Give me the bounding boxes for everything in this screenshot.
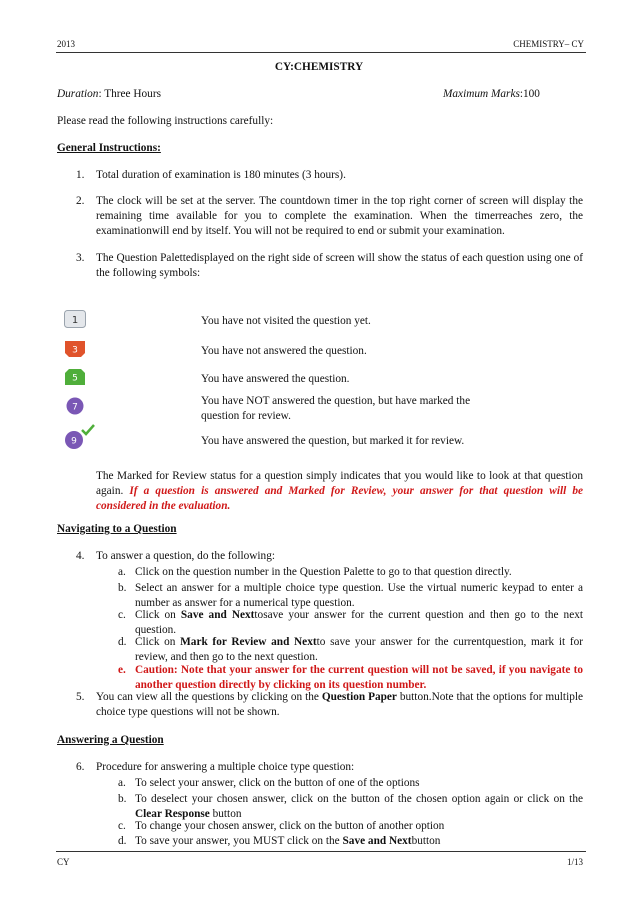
not-answered-icon bbox=[64, 340, 86, 358]
review-note-text: The Marked for Review status for a question simply indicates that you would like to look at that question again. bbox=[96, 470, 583, 497]
question-paper-term: Question Paper bbox=[321, 691, 397, 703]
duration-line bbox=[57, 87, 161, 102]
marked-review-icon bbox=[64, 397, 86, 415]
sub-c-post: tosave your answer for the current question and then go to the next question. bbox=[135, 609, 583, 636]
answered-icon bbox=[64, 368, 86, 386]
legend-marked-text: You have NOT answered the question, but have marked the question for review. bbox=[201, 395, 471, 422]
footer-code: CY bbox=[57, 857, 70, 867]
sub-d-pre: Click on bbox=[135, 636, 181, 648]
legend-not-answered-text: You have not answered the question. bbox=[201, 345, 367, 357]
ans-d-pre: To save your answer, you MUST click on the bbox=[135, 835, 343, 847]
footer-divider bbox=[56, 851, 586, 852]
ans-a-text: To select your answer, click on the button of one of the options bbox=[135, 777, 420, 789]
general-heading: General Instructions: bbox=[57, 142, 161, 154]
sub-d-text bbox=[135, 635, 583, 665]
ans-d-text bbox=[135, 834, 440, 849]
item-5-number: 5. bbox=[76, 691, 85, 703]
review-note bbox=[96, 469, 583, 514]
sub-d-marker: d. bbox=[118, 636, 127, 648]
legend-answered-text: You have answered the question. bbox=[201, 373, 350, 385]
item-6-number: 6. bbox=[76, 761, 85, 773]
item-1-text: Total duration of examination is 180 minutes (3 hours). bbox=[96, 169, 346, 181]
answered-marked-icon bbox=[62, 424, 96, 452]
legend-answered-marked-text: You have answered the question, but marked it for review. bbox=[201, 435, 465, 447]
max-marks-line bbox=[443, 87, 540, 102]
not-visited-icon-number: 1 bbox=[71, 315, 79, 326]
item-5-pre: You can view all the questions by clicking on the bbox=[96, 691, 322, 703]
max-marks-value: :100 bbox=[519, 88, 540, 100]
intro-text: Please read the following instructions carefully: bbox=[57, 115, 274, 127]
ans-c-text: To change your chosen answer, click on the button of another option bbox=[135, 820, 445, 832]
ans-a-marker: a. bbox=[118, 777, 126, 789]
marked-review-icon-number: 7 bbox=[72, 402, 78, 413]
save-and-next-term-2: Save and Next bbox=[342, 835, 412, 847]
sub-a-marker: a. bbox=[118, 566, 126, 578]
header-divider bbox=[56, 52, 586, 53]
ans-c-marker: c. bbox=[118, 820, 126, 832]
sub-c-text bbox=[135, 608, 583, 638]
item-3-number: 3. bbox=[76, 252, 85, 264]
ans-b-text bbox=[135, 792, 583, 822]
header-year: 2013 bbox=[57, 39, 75, 49]
ans-d-marker: d. bbox=[118, 835, 127, 847]
legend-not-visited-text: You have not visited the question yet. bbox=[201, 315, 371, 327]
duration-value: : Three Hours bbox=[98, 88, 161, 100]
page-number: 1/13 bbox=[566, 857, 583, 867]
max-marks-label: Maximum Marks bbox=[443, 88, 520, 100]
duration-label: Duration bbox=[57, 88, 99, 100]
ans-b-post: button bbox=[209, 808, 242, 820]
sub-d-post: to save your answer for the currentquestion, mark it for review, and then go to the next question. bbox=[135, 636, 583, 663]
save-and-next-term: Save and Next bbox=[180, 609, 255, 621]
ans-b-pre: To deselect your chosen answer, click on the button of the chosen option again or click on the bbox=[135, 793, 583, 805]
sub-e-marker: e. bbox=[118, 664, 126, 676]
review-note-warning: If a question is answered and Marked for Review, your answer for that question will be considered in the evaluation. bbox=[96, 485, 583, 512]
item-2-number: 2. bbox=[76, 195, 85, 207]
mark-for-review-term: Mark for Review and Next bbox=[180, 636, 317, 648]
item-6-text: Procedure for answering a multiple choice type question: bbox=[96, 761, 355, 773]
navigating-heading: Navigating to a Question bbox=[57, 523, 177, 535]
item-4-number: 4. bbox=[76, 550, 85, 562]
answered-icon-number: 5 bbox=[72, 373, 78, 384]
check-icon bbox=[82, 425, 94, 434]
sub-b-marker: b. bbox=[118, 582, 127, 594]
item-4-text: To answer a question, do the following: bbox=[96, 550, 275, 562]
not-visited-icon bbox=[64, 310, 86, 328]
ans-b-marker: b. bbox=[118, 793, 127, 805]
sub-a-text: Click on the question number in the Question Palette to go to that question directly. bbox=[135, 566, 512, 578]
item-5-post: button.Note that the options for multiple choice type questions will not be shown. bbox=[96, 691, 584, 718]
item-3-text: The Question Palettedisplayed on the right side of screen will show the status of each question using one of the following symbols: bbox=[96, 252, 583, 279]
item-1-number: 1. bbox=[76, 169, 85, 181]
ans-d-post: button bbox=[411, 835, 441, 847]
caution-text: Caution: Note that your answer for the current question will not be saved, if you navigate to another question directly by clicking on its question number. bbox=[135, 664, 583, 691]
not-answered-icon-number: 3 bbox=[72, 345, 78, 356]
header-subject: CHEMISTRY– CY bbox=[513, 39, 584, 49]
sub-b-text: Select an answer for a multiple choice type question. Use the virtual numeric keypad to enter a number as answer for a numerical type question. bbox=[135, 582, 583, 609]
sub-c-pre: Click on bbox=[135, 609, 181, 621]
item-2-text: The clock will be set at the server. The countdown timer in the top right corner of screen will display the remaining time available for you to complete the examination. When the timerreaches zero, the examinationwill end by itself. You will not be required to end or submit your examination. bbox=[96, 195, 583, 237]
answered-marked-icon-number: 9 bbox=[71, 436, 77, 447]
answering-heading: Answering a Question bbox=[57, 734, 164, 746]
page-title: CY:CHEMISTRY bbox=[274, 61, 364, 73]
clear-response-term: Clear Response bbox=[135, 808, 210, 820]
sub-c-marker: c. bbox=[118, 609, 126, 621]
item-5-text bbox=[96, 690, 583, 720]
